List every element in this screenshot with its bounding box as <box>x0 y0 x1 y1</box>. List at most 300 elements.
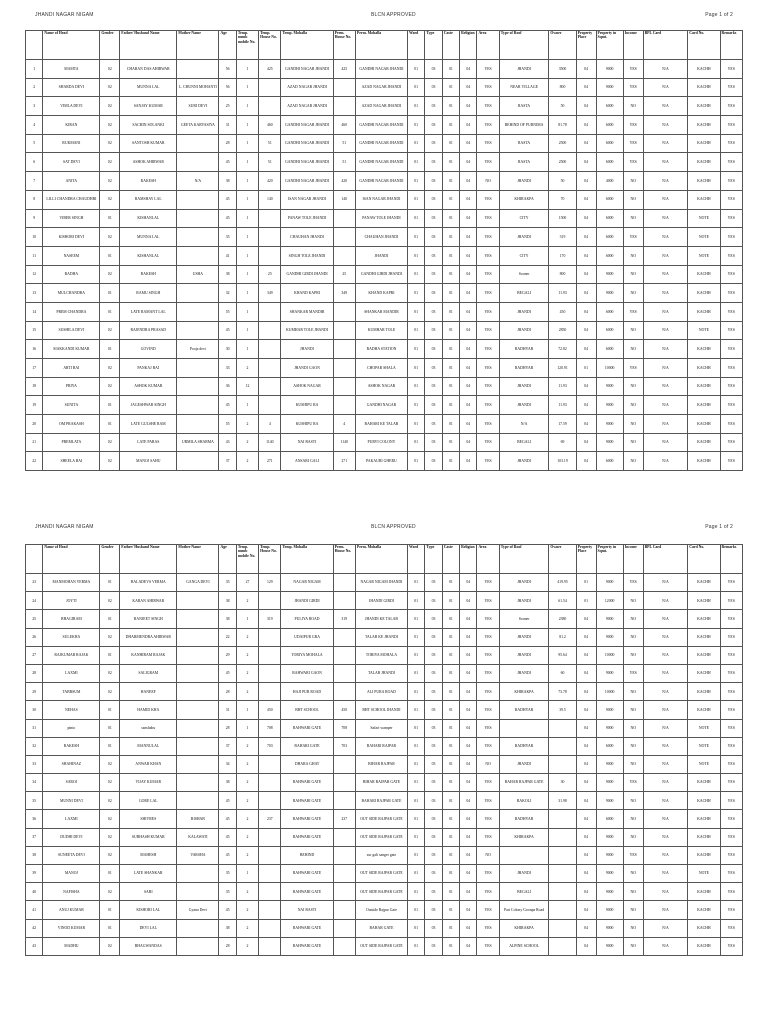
table-cell: 02 <box>100 664 120 682</box>
table-cell: 36 <box>26 810 43 828</box>
table-cell: ANUJ KUMAR <box>43 901 100 919</box>
table-cell: 04 <box>576 340 596 359</box>
table-cell: KACHH <box>688 116 720 135</box>
table-cell: VIJAY KUMAR <box>120 774 177 792</box>
table-cell: N/A <box>643 116 688 135</box>
table-cell: 11 <box>26 246 43 265</box>
table-cell: YES <box>720 60 742 79</box>
table-cell: GANDHI NAGAR JHANDI <box>281 60 333 79</box>
table-cell: 01 <box>408 901 425 919</box>
table-row <box>26 919 743 937</box>
column-header: Age <box>219 31 236 60</box>
table-cell: 03 <box>425 774 442 792</box>
table-cell: YES <box>477 452 499 471</box>
table-cell: 01 <box>442 228 459 247</box>
column-header: Area <box>477 545 499 574</box>
table-cell: 01 <box>408 246 425 265</box>
table-cell: 01 <box>408 646 425 664</box>
table-cell: 129 <box>259 574 281 592</box>
column-header: BPL Card <box>643 31 688 60</box>
table-cell: SHANKAR MANDIR <box>355 302 407 321</box>
table-cell: YES <box>477 153 499 172</box>
table-cell: 03 <box>425 396 442 415</box>
table-cell: YES <box>720 153 742 172</box>
table-cell: RADHYAR <box>499 359 549 378</box>
table-cell: BAHAR GATE <box>355 919 407 937</box>
table-cell: 04 <box>460 452 477 471</box>
table-cell: YES <box>720 865 742 883</box>
table-cell <box>259 865 281 883</box>
table-cell: 45 <box>219 190 236 209</box>
table-cell: GANDHI GIRDI JHANDI <box>355 265 407 284</box>
table-cell: 1140 <box>259 433 281 452</box>
table-cell: 38 <box>219 265 236 284</box>
table-cell: VIBER SINGH <box>43 209 100 228</box>
table-cell: 01 <box>408 302 425 321</box>
table-cell: YES <box>720 246 742 265</box>
table-cell: N/A <box>643 228 688 247</box>
table-cell: 04 <box>460 792 477 810</box>
table-cell: NO <box>623 246 643 265</box>
table-cell <box>333 683 355 701</box>
table-cell: NO <box>623 340 643 359</box>
table-cell: NO <box>623 592 643 610</box>
table-cell: 9000 <box>596 701 623 719</box>
table-cell: 9 <box>26 209 43 228</box>
table-cell: YES <box>720 284 742 303</box>
table-cell: YES <box>477 265 499 284</box>
column-header: Type <box>425 545 442 574</box>
table-cell: 1 <box>236 340 258 359</box>
table-cell: Sooner <box>499 610 549 628</box>
table-cell: LATE GULSHE RAM <box>120 415 177 434</box>
table-cell: 01 <box>100 246 120 265</box>
table-cell: 8 <box>26 190 43 209</box>
table-cell: 01 <box>442 883 459 901</box>
table-cell: JHANDI <box>499 865 549 883</box>
table-cell <box>549 810 576 828</box>
table-cell: 70 <box>549 190 576 209</box>
table-cell: 02 <box>100 937 120 955</box>
table-cell: 04 <box>460 302 477 321</box>
table-cell: 02 <box>100 172 120 191</box>
table-cell <box>177 190 219 209</box>
table-cell: 1 <box>236 321 258 340</box>
table-cell: KACHH <box>688 415 720 434</box>
table-cell: JHANDI <box>499 755 549 773</box>
table-cell: GANDHI NAGAR JHANDI <box>355 134 407 153</box>
table-cell: GANDHI NAGAR JHANDI <box>281 172 333 191</box>
table-cell: 01 <box>408 937 425 955</box>
table-cell: 01 <box>100 701 120 719</box>
table-cell: YES <box>720 396 742 415</box>
column-header: Temp. numb mobile No. <box>236 31 258 60</box>
table-cell: YES <box>477 134 499 153</box>
table-cell: YES <box>477 919 499 937</box>
table-cell: YES <box>477 574 499 592</box>
table-cell: OUT SIDE RAJPAR GATE <box>355 883 407 901</box>
table-cell: KACHH <box>688 628 720 646</box>
table-row <box>26 646 743 664</box>
table-cell: 1 <box>236 60 258 79</box>
table-cell: N/A <box>643 209 688 228</box>
table-cell: 2500 <box>549 134 576 153</box>
table-cell: NO <box>623 828 643 846</box>
table-cell: 2 <box>236 737 258 755</box>
table-cell: YES <box>720 377 742 396</box>
header-status: BLCN APPROVED <box>371 524 416 530</box>
table-cell: YES <box>720 190 742 209</box>
table-cell: 04 <box>576 683 596 701</box>
table-cell: 01 <box>442 116 459 135</box>
column-header: Temp. House No. <box>259 545 281 574</box>
table-cell: 38 <box>219 774 236 792</box>
table-cell: SALIGRAM <box>120 664 177 682</box>
table-cell: KACHH <box>688 78 720 97</box>
table-cell: 04 <box>576 415 596 434</box>
table-cell: YES <box>720 628 742 646</box>
table-cell: GANDHI NAGAR JHANDI <box>355 153 407 172</box>
table-cell: 04 <box>460 683 477 701</box>
table-cell: 32 <box>219 284 236 303</box>
table-cell: 425 <box>333 60 355 79</box>
table-cell: SIAKKANDI KUMAR <box>43 340 100 359</box>
table-cell: YES <box>477 937 499 955</box>
table-cell: 708 <box>333 719 355 737</box>
table-cell: N/A <box>643 774 688 792</box>
table-cell: 03 <box>425 574 442 592</box>
table-cell: YES <box>623 574 643 592</box>
table-cell: YES <box>477 340 499 359</box>
table-cell: 01 <box>442 452 459 471</box>
table-cell: 9000 <box>596 919 623 937</box>
table-cell: 12000 <box>596 592 623 610</box>
table-cell: 9000 <box>596 883 623 901</box>
table-cell: N/A <box>643 340 688 359</box>
table-cell: JHANDI <box>499 377 549 396</box>
table-cell: 1 <box>236 153 258 172</box>
table-cell: MAMTA <box>43 60 100 79</box>
table-cell <box>259 646 281 664</box>
table-cell: 01 <box>408 755 425 773</box>
table-cell: 1 <box>236 719 258 737</box>
table-cell: YES <box>623 116 643 135</box>
table-cell: DEVI LAL <box>120 919 177 937</box>
table-cell: 04 <box>460 321 477 340</box>
table-cell: 50 <box>549 97 576 116</box>
table-cell: 04 <box>576 828 596 846</box>
table-cell: 40 <box>26 883 43 901</box>
table-cell: NO <box>623 901 643 919</box>
table-row <box>26 321 743 340</box>
table-cell <box>177 377 219 396</box>
table-cell: KACHH <box>688 190 720 209</box>
table-cell: SUBHASH KUMAR <box>120 828 177 846</box>
table-cell: 01 <box>442 377 459 396</box>
table-cell: 02 <box>100 755 120 773</box>
table-cell: YES <box>477 97 499 116</box>
table-cell: 01 <box>100 737 120 755</box>
table-cell: 04 <box>576 883 596 901</box>
beneficiary-table <box>25 544 743 956</box>
table-cell: 01 <box>442 628 459 646</box>
table-cell: sanshabu <box>120 719 177 737</box>
table-cell: KHIRAKPA <box>499 190 549 209</box>
table-cell: 6000 <box>596 116 623 135</box>
table-cell: 33 <box>219 359 236 378</box>
table-cell <box>177 755 219 773</box>
table-cell: 03 <box>425 664 442 682</box>
table-cell: 01 <box>100 396 120 415</box>
table-cell: 04 <box>460 340 477 359</box>
table-cell: 33 <box>26 755 43 773</box>
table-cell <box>177 134 219 153</box>
table-cell: LILLI CHANDRA CHAUDHRI <box>43 190 100 209</box>
table-cell: 703 <box>259 737 281 755</box>
table-cell: 450 <box>259 701 281 719</box>
table-cell: 25 <box>219 97 236 116</box>
table-cell: YES <box>623 153 643 172</box>
table-cell: 10000 <box>596 359 623 378</box>
column-header <box>26 545 43 574</box>
table-cell: 45 <box>219 901 236 919</box>
table-cell: 38 <box>219 610 236 628</box>
table-cell <box>177 865 219 883</box>
table-cell: KISHORI DEVI <box>43 228 100 247</box>
table-cell: 9000 <box>596 828 623 846</box>
table-cell: 01 <box>442 737 459 755</box>
table-cell: YES <box>623 774 643 792</box>
table-cell: KACHH <box>688 302 720 321</box>
table-cell: N/A <box>643 755 688 773</box>
table-cell: NO <box>623 919 643 937</box>
table-cell: 04 <box>576 846 596 864</box>
column-header: Religion <box>460 545 477 574</box>
table-cell: YES <box>720 719 742 737</box>
table-cell: 9000 <box>596 284 623 303</box>
table-cell: YES <box>477 719 499 737</box>
table-row <box>26 359 743 378</box>
table-row <box>26 828 743 846</box>
beneficiary-table <box>25 30 743 471</box>
table-cell: 9000 <box>596 865 623 883</box>
table-cell: NO <box>477 755 499 773</box>
table-cell: N/A <box>643 574 688 592</box>
table-cell: 04 <box>460 209 477 228</box>
table-row <box>26 452 743 471</box>
table-cell: 01 <box>442 792 459 810</box>
table-cell: URMILA SHARMA <box>177 433 219 452</box>
table-cell: 14 <box>26 302 43 321</box>
column-header: Remarks <box>720 545 742 574</box>
table-cell: YES <box>720 919 742 937</box>
table-cell: NO <box>623 646 643 664</box>
table-cell: 450 <box>549 302 576 321</box>
table-cell: 02 <box>100 846 120 864</box>
table-cell: 04 <box>576 228 596 247</box>
table-cell: 37 <box>219 452 236 471</box>
table-cell: RADHYAR <box>499 810 549 828</box>
table-cell: NO <box>623 433 643 452</box>
table-cell: KACHH <box>688 792 720 810</box>
table-cell: YES <box>477 628 499 646</box>
table-cell: 01 <box>442 246 459 265</box>
column-header: Father/ Husband Name <box>120 545 177 574</box>
table-cell: 04 <box>576 664 596 682</box>
table-cell: 01 <box>408 683 425 701</box>
table-cell: DHARA GHAT <box>281 755 333 773</box>
table-cell: 51 <box>259 134 281 153</box>
table-cell: BAHAR RAJPAR GATE <box>499 774 549 792</box>
table-cell: 02 <box>100 134 120 153</box>
table-cell: 01 <box>576 574 596 592</box>
table-cell: 29 <box>26 683 43 701</box>
table-cell: 04 <box>576 901 596 919</box>
table-cell: 41 <box>26 901 43 919</box>
table-cell: 170 <box>549 246 576 265</box>
table-cell: JHANDI <box>355 246 407 265</box>
table-cell: 01 <box>408 610 425 628</box>
table-cell: 1140 <box>333 433 355 452</box>
table-cell: 03 <box>425 719 442 737</box>
table-row <box>26 209 743 228</box>
table-cell: JHANDI <box>499 302 549 321</box>
table-cell: RAHWARI GATE <box>281 792 333 810</box>
table-cell: SURI DEVI <box>177 97 219 116</box>
table-cell: 03 <box>425 302 442 321</box>
table-row <box>26 415 743 434</box>
table-row <box>26 172 743 191</box>
table-cell: RAHWARI GATE <box>281 828 333 846</box>
table-cell: 04 <box>576 284 596 303</box>
table-cell: 28 <box>219 937 236 955</box>
table-cell: 04 <box>460 883 477 901</box>
table-cell: 04 <box>460 228 477 247</box>
table-cell: KACHH <box>688 153 720 172</box>
table-cell: MANOJ SAHU <box>120 452 177 471</box>
table-cell <box>177 628 219 646</box>
table-cell: 45 <box>219 828 236 846</box>
table-cell <box>259 592 281 610</box>
table-cell: KUMHAR TOLE JHANDI <box>281 321 333 340</box>
table-cell: NO <box>623 265 643 284</box>
table-cell: DUDHI DEVI <box>43 828 100 846</box>
table-cell: 4 <box>259 415 281 434</box>
table-cell: JHANDI <box>499 592 549 610</box>
table-cell: 9000 <box>596 774 623 792</box>
table-cell: KACHH <box>688 359 720 378</box>
table-cell: 02 <box>100 190 120 209</box>
table-cell: 01 <box>442 359 459 378</box>
table-cell: 35 <box>219 883 236 901</box>
column-header: Gender <box>100 31 120 60</box>
table-cell <box>333 321 355 340</box>
table-cell: 03 <box>425 433 442 452</box>
table-cell: JHANDI <box>499 664 549 682</box>
table-cell: 02 <box>100 592 120 610</box>
table-cell: 03 <box>425 134 442 153</box>
header-org-name: JHANDI NAGAR NIGAM <box>35 524 94 530</box>
table-cell: 01 <box>442 846 459 864</box>
table-cell <box>333 901 355 919</box>
table-cell: 2 <box>236 828 258 846</box>
table-cell: TABBSUM <box>43 683 100 701</box>
table-cell: 01 <box>100 574 120 592</box>
table-cell: 1 <box>236 228 258 247</box>
table-cell: YES <box>477 359 499 378</box>
table-cell: 04 <box>576 302 596 321</box>
column-header: Area <box>477 31 499 60</box>
table-cell: 23 <box>26 574 43 592</box>
table-cell: PREM CHANDRA <box>43 302 100 321</box>
table-row <box>26 190 743 209</box>
table-cell: 01 <box>100 340 120 359</box>
table-cell: 04 <box>460 755 477 773</box>
table-cell: RASTA <box>499 134 549 153</box>
table-cell: KUSHIPU RA <box>281 415 333 434</box>
table-cell: 04 <box>576 719 596 737</box>
table-cell: YES <box>720 846 742 864</box>
table-row <box>26 340 743 359</box>
table-cell: SHEELA BAI <box>43 452 100 471</box>
table-cell: 9000 <box>596 60 623 79</box>
table-cell: KHIRAKPA <box>499 683 549 701</box>
table-cell: 1 <box>236 865 258 883</box>
table-cell: 01 <box>408 664 425 682</box>
table-cell: YES <box>477 284 499 303</box>
table-cell: 319 <box>549 228 576 247</box>
table-cell: USHA <box>177 265 219 284</box>
table-cell: 2 <box>26 78 43 97</box>
table-cell: NO <box>623 190 643 209</box>
table-cell: MULCHANDRA <box>43 284 100 303</box>
table-cell: 17.59 <box>549 415 576 434</box>
table-cell: 01 <box>442 774 459 792</box>
table-cell: AZAD NAGAR JHANDI <box>355 78 407 97</box>
table-row <box>26 719 743 737</box>
table-cell: 01 <box>408 60 425 79</box>
table-cell: 2 <box>236 792 258 810</box>
table-cell: SINGH TOLE JHANDI <box>281 246 333 265</box>
table-cell: KHIRAKPA <box>499 828 549 846</box>
table-cell: 01 <box>408 228 425 247</box>
table-cell: 2 <box>236 646 258 664</box>
table-cell: 2 <box>236 452 258 471</box>
table-cell <box>333 574 355 592</box>
table-cell: 6000 <box>596 452 623 471</box>
table-cell: 03 <box>425 78 442 97</box>
table-cell: 2 <box>236 810 258 828</box>
table-cell: 1 <box>236 134 258 153</box>
table-cell: 10 <box>26 228 43 247</box>
table-cell: 9000 <box>596 433 623 452</box>
table-cell: RAJKUMAR RAJAK <box>43 646 100 664</box>
table-cell: RAHWARI GATE <box>281 919 333 937</box>
table-cell: 2 <box>236 592 258 610</box>
table-cell: 03 <box>425 937 442 955</box>
table-cell: 01 <box>408 628 425 646</box>
table-cell: pinto <box>43 719 100 737</box>
table-cell: MANMOHAN VERMA <box>43 574 100 592</box>
table-cell: BAKOLI <box>499 792 549 810</box>
table-cell: 237 <box>259 810 281 828</box>
table-cell: YES <box>720 737 742 755</box>
table-cell: KACHH <box>688 284 720 303</box>
table-cell: N/A <box>643 737 688 755</box>
table-cell: NOTE <box>688 228 720 247</box>
table-cell: NO <box>623 628 643 646</box>
table-cell: 01 <box>442 134 459 153</box>
